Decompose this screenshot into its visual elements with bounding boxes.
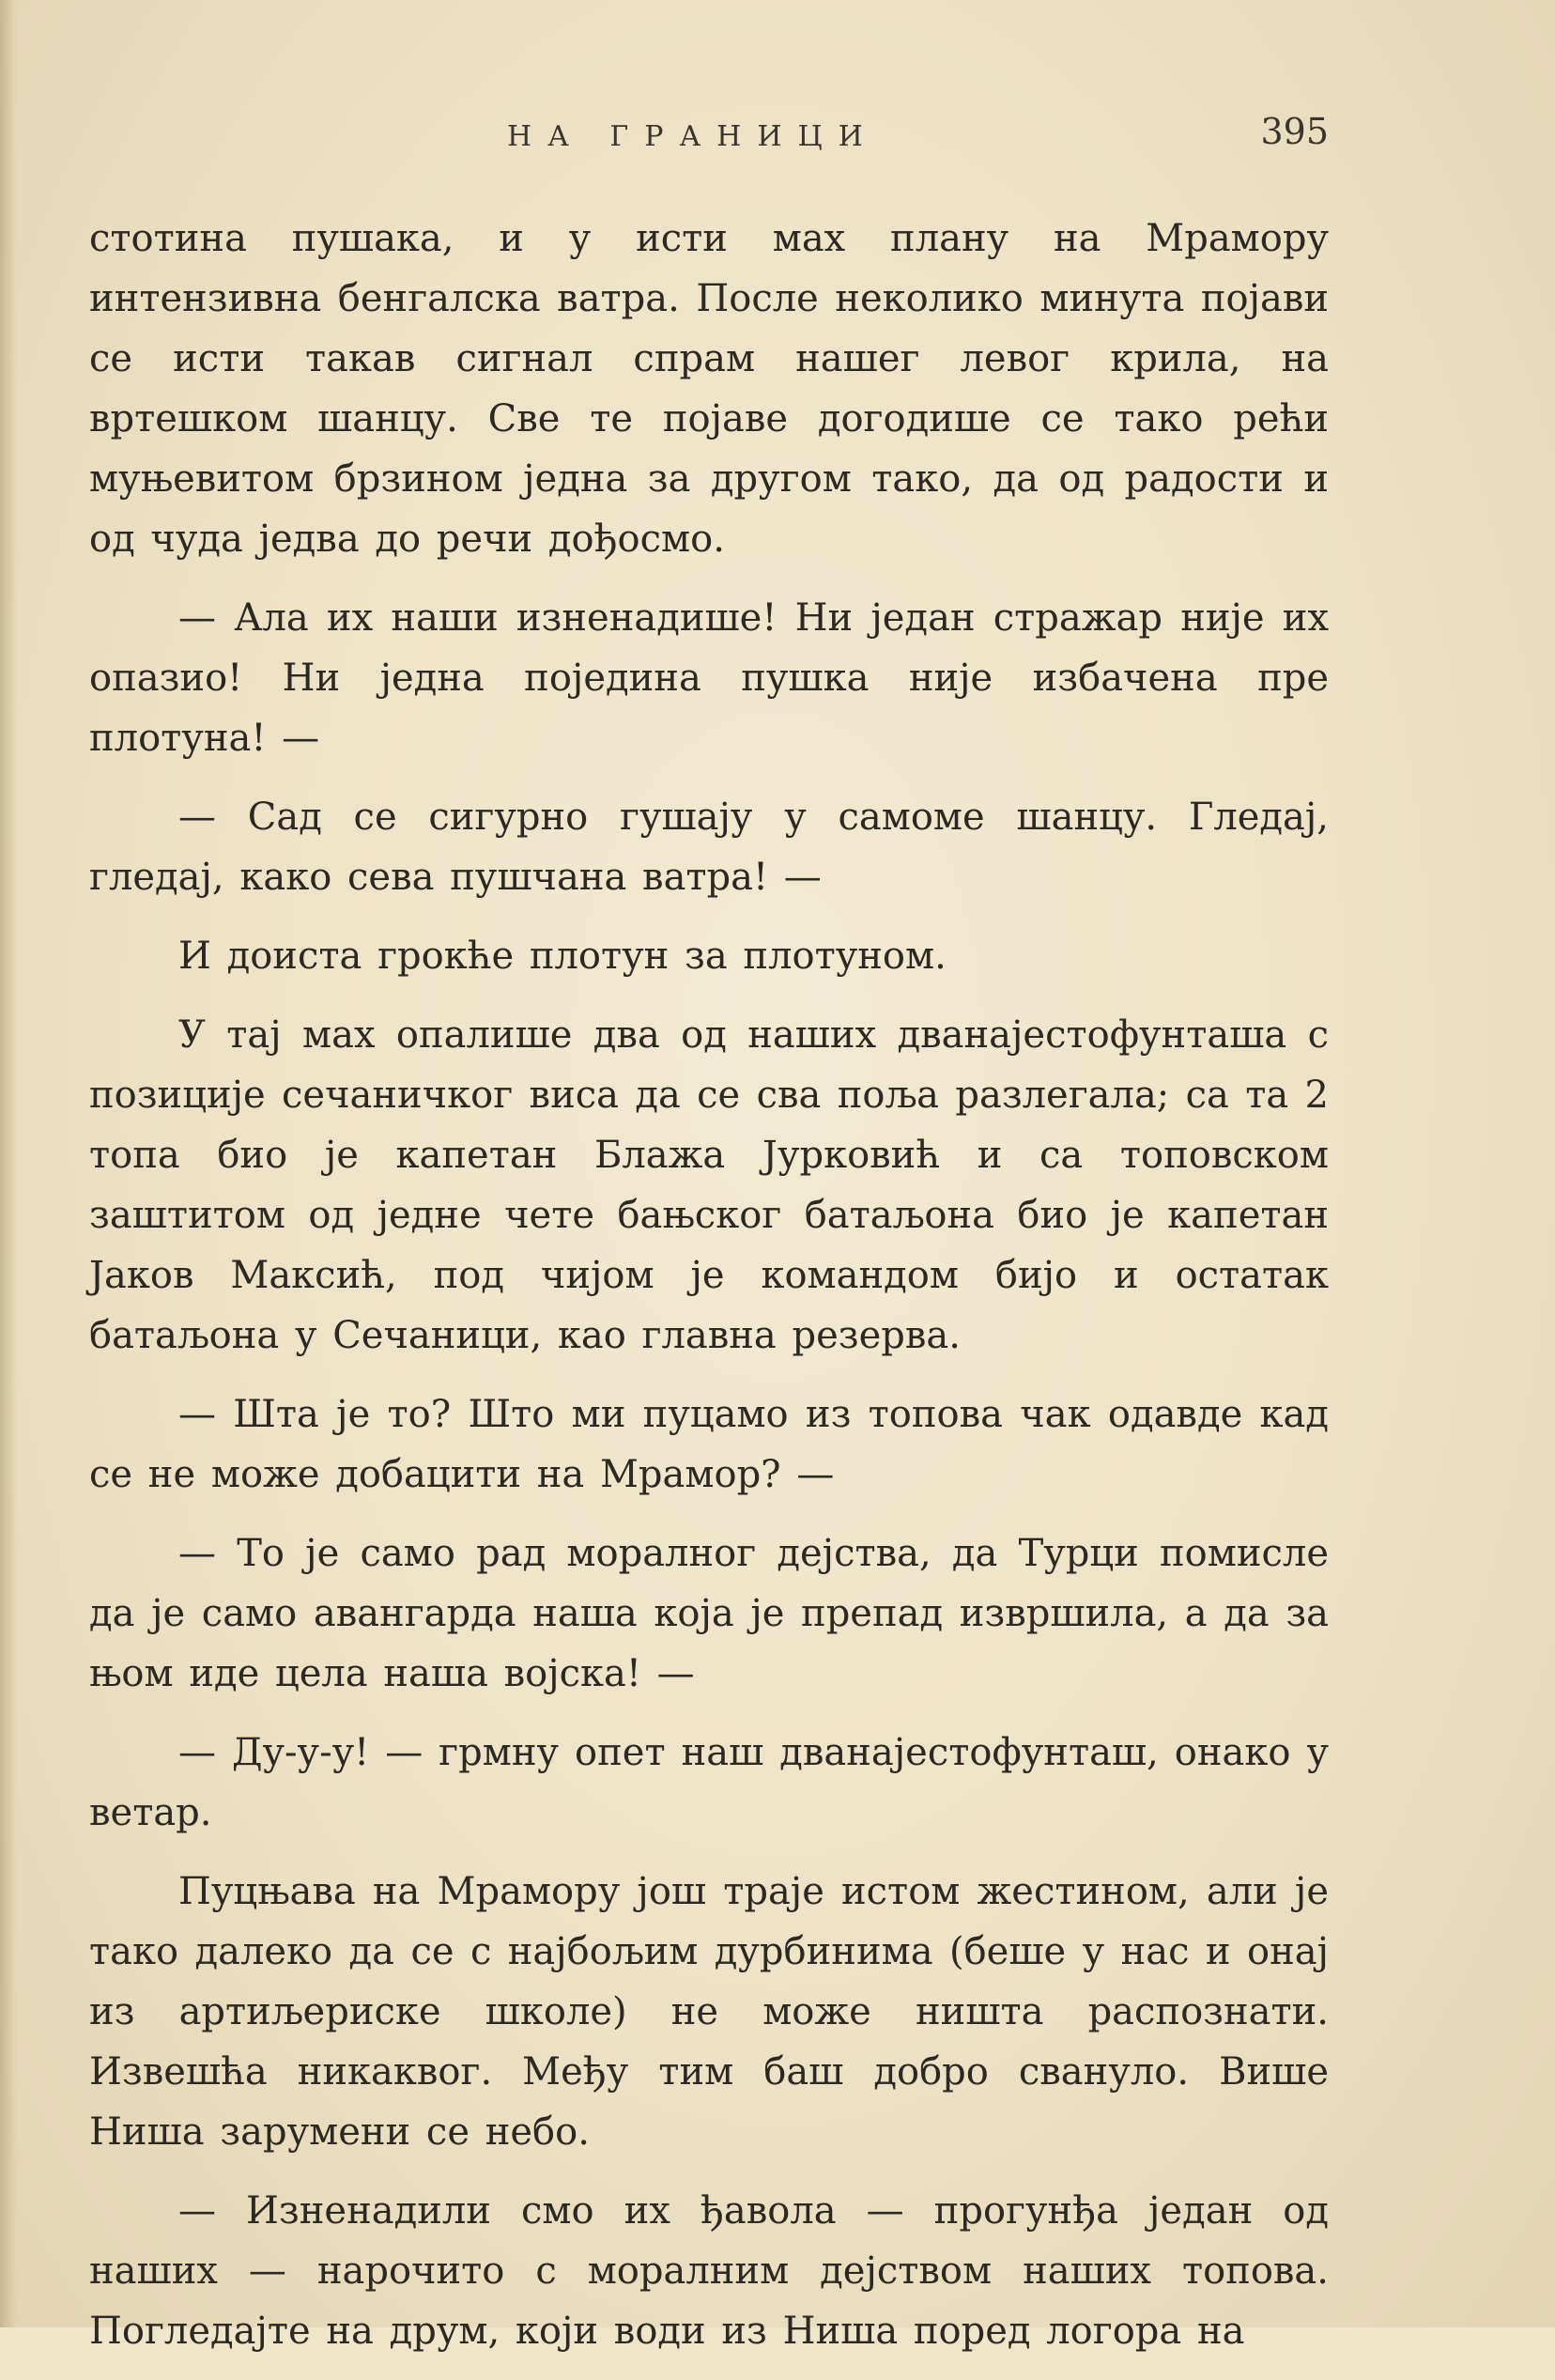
paragraph-10: — Изненадили смо их ђавола — прогунђа један од наших — нарочито с моралним дејством наших топова. Погледајте на друм, који води из Ниша поред логора на [89, 2189, 1329, 2353]
paragraph-8: — Ду-у-у! — грмну опет наш дванајестофунташ, онако у ветар. [89, 1731, 1329, 1834]
paragraph-6: — Шта је то? Што ми пуцамо из топова чак одавде кад се не може добацити на Мрамор? — [89, 1393, 1329, 1496]
paragraph-9: Пуцњава на Мрамору још траје истом жестином, али је тако далеко да се с најбољим дурбинима (беше у нас и онај из артиљериске школе) не може ништа распознати. Извешћа никаквог. Међу тим баш добро свануло. Више Ниша зарумени се небо. [89, 1870, 1329, 2154]
page-edge-shadow [0, 0, 17, 2327]
paragraph-5: У тај мах опалише два од наших дванајестофунташа с позиције сечаничког виса да се сва поља разлегала; са та 2 топа био је капетан Блажа Јурковић и са топовском заштитом од једне чете бањског батаљона био је капетан Јаков Максић, под чијом је командом бијо и остатак батаљона у Сечаници, као главна резерва. [89, 1013, 1329, 1357]
paragraph-3: — Сад се сигурно гушају у самоме шанцу. Гледај, гледај, како сева пушчана ватра! — [89, 796, 1329, 899]
paragraph-7: — То је само рад моралног дејства, да Турци помисле да је само авангарда наша која је препад извршила, а да за њом иде цела наша војска! — [89, 1532, 1329, 1695]
page-number: 395 [1260, 111, 1329, 152]
paragraph-2: — Ала их наши изненадише! Ни један стражар није их опазио! Ни једна поједина пушка није избачена пре плотуна! — [89, 596, 1329, 760]
page-header [89, 111, 1329, 167]
running-title: НА ГРАНИЦИ [507, 120, 879, 153]
page-body-text [89, 209, 1329, 2380]
paragraph-4: И доиста грокће плотун за плотуном. [178, 935, 947, 978]
paragraph-1: стотина пушака, и у исти мах плану на Мрамору интензивна бенгалска ватра. После неколико минута појави се исти такав сигнал спрам нашег левог крила, на вртешком шанцу. Све те појаве догодише се тако рећи муњевитом брзином једна за другом тако, да од радости и од чуда једва до речи дођосмо. [89, 217, 1329, 561]
